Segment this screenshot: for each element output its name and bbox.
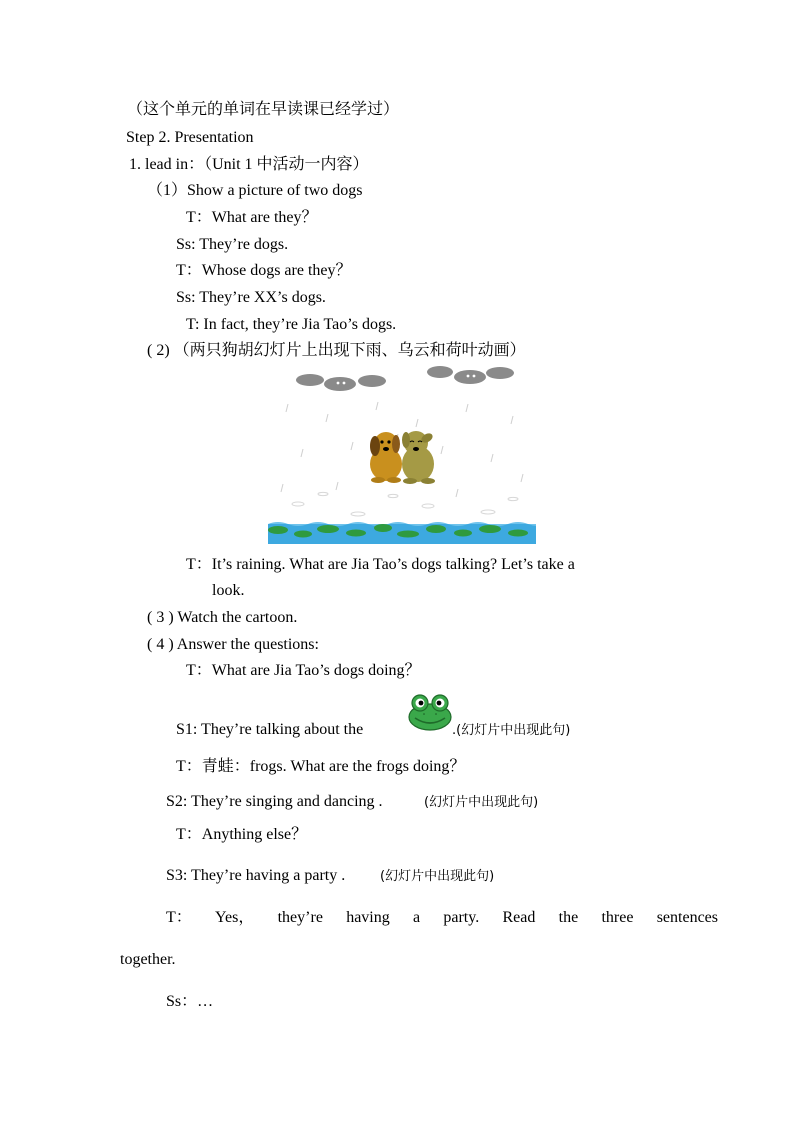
dialogue-line: T：What are they？ bbox=[186, 209, 318, 226]
sub-item-2: ( 2) （两只狗胡幻灯片上出现下雨、乌云和荷叶动画） bbox=[147, 342, 526, 359]
dialogue-line: T：Whose dogs are they？ bbox=[176, 262, 352, 279]
dialogue-line-cont: together. bbox=[120, 951, 176, 968]
dialogue-line-cont: look. bbox=[212, 582, 245, 599]
note-line: （这个单元的单词在早读课已经学过） bbox=[127, 101, 400, 118]
dialogue-line: Ss：… bbox=[166, 993, 214, 1010]
dialogue-line: T：青蛙：frogs. What are the frogs doing？ bbox=[176, 758, 466, 775]
word: T： bbox=[166, 909, 192, 926]
dialogue-line: T: In fact, they’re Jia Tao’s dogs. bbox=[186, 316, 397, 333]
step-heading: Step 2. Presentation bbox=[126, 129, 254, 146]
word: Yes， bbox=[215, 909, 255, 926]
lead-in-line: 1. lead in：（Unit 1 中活动一内容） bbox=[129, 156, 369, 173]
sub-item-3: ( 3 ) Watch the cartoon. bbox=[147, 609, 298, 626]
sub-item-4: ( 4 ) Answer the questions: bbox=[147, 636, 319, 653]
sub-item-1: （1）Show a picture of two dogs bbox=[147, 182, 363, 199]
slide-note: .(幻灯片中出现此句) bbox=[452, 723, 571, 738]
justified-line bbox=[166, 908, 718, 928]
word: having bbox=[346, 909, 390, 926]
dialogue-line: S1: They’re talking about the bbox=[176, 721, 364, 738]
dialogue-line: Ss: They’re dogs. bbox=[176, 236, 289, 253]
word: three bbox=[601, 909, 634, 926]
dialogue-line: S3: They’re having a party . bbox=[166, 867, 346, 884]
frog-face-icon bbox=[407, 693, 453, 731]
word: they’re bbox=[277, 909, 323, 926]
word: Read bbox=[502, 909, 536, 926]
slide-note: (幻灯片中出现此句) bbox=[380, 869, 495, 884]
dialogue-line: T：What are Jia Tao’s dogs doing？ bbox=[186, 662, 421, 679]
word: party. bbox=[443, 909, 480, 926]
dialogue-line: T：Anything else？ bbox=[176, 826, 308, 843]
word: sentences bbox=[656, 909, 718, 926]
dialogue-line: S2: They’re singing and dancing . bbox=[166, 793, 383, 810]
word: the bbox=[558, 909, 579, 926]
word: a bbox=[413, 909, 421, 926]
slide-note: (幻灯片中出现此句) bbox=[424, 795, 539, 810]
dialogue-line: Ss: They’re XX’s dogs. bbox=[176, 289, 326, 306]
dialogue-line: T：It’s raining. What are Jia Tao’s dogs talking? Let’s take a bbox=[186, 556, 575, 573]
rain-dogs-illustration bbox=[268, 364, 536, 544]
